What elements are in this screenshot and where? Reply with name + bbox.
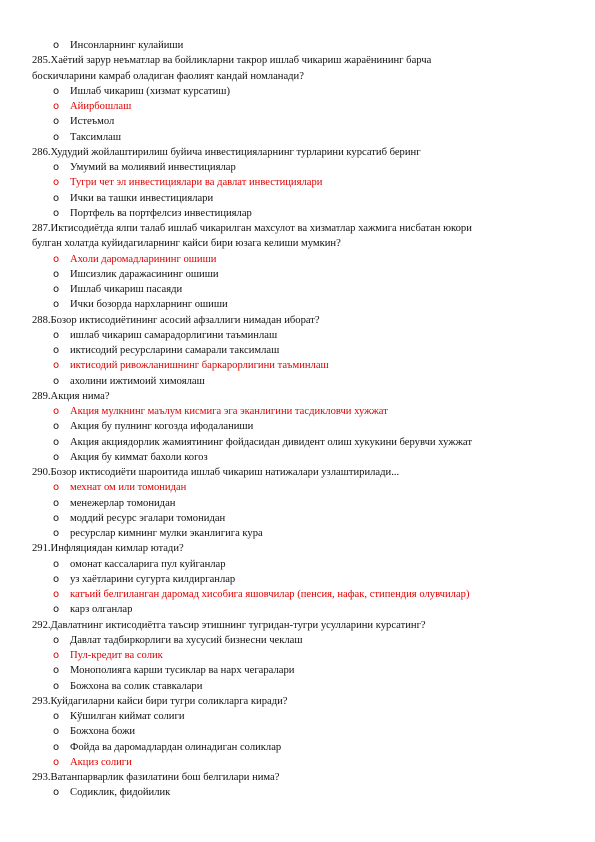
answer-option-text: Айирбошлаш bbox=[70, 101, 132, 112]
answer-option bbox=[53, 557, 553, 572]
answer-option-text: Ахоли даромадларининг ошиши bbox=[70, 253, 217, 265]
bullet-icon: o bbox=[53, 451, 60, 463]
question-text: Куйдагиларни кайси бири тугри соликларга киради? bbox=[50, 695, 288, 707]
answer-option-text: Портфель ва портфелсиз инвестициялар bbox=[70, 207, 252, 219]
answer-option bbox=[53, 724, 553, 739]
bullet-icon: o bbox=[53, 497, 60, 509]
bullet-icon: o bbox=[53, 726, 60, 738]
question-line bbox=[32, 53, 552, 68]
bullet-icon: o bbox=[53, 756, 60, 768]
answer-option-correct bbox=[53, 252, 553, 267]
question-text: Худудий жойлаштирилиш буйича инвестицияларнинг турларини курсатиб беринг bbox=[50, 146, 421, 158]
question-line bbox=[32, 694, 552, 709]
bullet-icon: o bbox=[53, 482, 60, 494]
answer-option-text: Акция мулкнинг маълум кисмига эга эканлигини тасдикловчи хужжат bbox=[70, 406, 388, 417]
answer-option bbox=[53, 602, 553, 617]
bullet-icon: o bbox=[53, 40, 60, 51]
bullet-icon: o bbox=[53, 512, 60, 524]
bullet-icon: o bbox=[53, 711, 60, 722]
answer-option-correct bbox=[53, 587, 553, 602]
answer-option bbox=[53, 526, 553, 541]
answer-option bbox=[53, 267, 553, 282]
answer-option bbox=[53, 84, 553, 99]
answer-option bbox=[53, 38, 553, 53]
answer-option bbox=[53, 419, 553, 434]
answer-option-text: Таксимлаш bbox=[70, 131, 122, 143]
answer-option-text: Монополияга карши тусиклар ва нарх чегаралари bbox=[70, 665, 295, 677]
answer-option bbox=[53, 785, 553, 800]
question-number: 288. bbox=[32, 314, 51, 326]
question-line bbox=[32, 465, 552, 480]
answer-option-text: ресурслар кимнинг мулки эканлигига кура bbox=[70, 528, 263, 539]
answer-option-text: Истеъмол bbox=[70, 116, 115, 128]
question-line bbox=[32, 145, 552, 160]
bullet-icon: o bbox=[53, 604, 60, 616]
question-number: 286. bbox=[32, 146, 51, 158]
bullet-icon: o bbox=[53, 268, 60, 280]
question-number: 291. bbox=[32, 543, 51, 555]
answer-option-correct bbox=[53, 99, 553, 114]
answer-option bbox=[53, 282, 553, 297]
bullet-icon: o bbox=[53, 284, 60, 295]
question-number: 292. bbox=[32, 619, 51, 631]
question-text: Ватанпарварлик фазилатини бош белгилари нима? bbox=[50, 772, 280, 783]
answer-option bbox=[53, 663, 553, 678]
answer-option-text: карз олганлар bbox=[70, 604, 133, 616]
answer-option-text: Акция бу пулнинг когозда ифодаланиши bbox=[70, 421, 254, 433]
bullet-icon: o bbox=[53, 131, 60, 143]
bullet-icon: o bbox=[53, 116, 60, 128]
answer-option-correct bbox=[53, 404, 553, 419]
question-number: 285. bbox=[32, 55, 51, 67]
answer-option-correct bbox=[53, 358, 553, 373]
question-text: Акция нима? bbox=[50, 390, 110, 402]
question-text: Иктисодиётда ялпи талаб ишлаб чикарилган махсулот ва хизматлар хажмига нисбатан юкори bbox=[50, 223, 472, 234]
bullet-icon: o bbox=[53, 299, 60, 311]
bullet-icon: o bbox=[53, 589, 60, 600]
answer-option-correct bbox=[53, 648, 553, 663]
answer-option bbox=[53, 435, 553, 450]
bullet-icon: o bbox=[53, 101, 60, 112]
answer-option bbox=[53, 191, 553, 206]
question-number: 290. bbox=[32, 467, 51, 478]
answer-option-text: Ишлаб чикариш (хизмат курсатиш) bbox=[70, 85, 230, 97]
answer-option bbox=[53, 450, 553, 465]
bullet-icon: o bbox=[53, 665, 60, 677]
answer-option bbox=[53, 679, 553, 694]
answer-option bbox=[53, 374, 553, 389]
bullet-icon: o bbox=[53, 558, 60, 570]
answer-option-text: Божхона ва солик ставкалари bbox=[70, 680, 203, 692]
answer-option-text: Пул-кредит ва солик bbox=[70, 650, 163, 661]
bullet-icon: o bbox=[53, 787, 60, 799]
answer-option bbox=[53, 572, 553, 587]
question-line bbox=[32, 313, 552, 328]
answer-option bbox=[53, 633, 553, 648]
answer-option bbox=[53, 496, 553, 511]
answer-option bbox=[53, 130, 553, 145]
answer-option-text: ишлаб чикариш самарадорлигини таъминлаш bbox=[70, 329, 278, 341]
bullet-icon: o bbox=[53, 436, 60, 448]
question-line bbox=[32, 618, 552, 633]
answer-option bbox=[53, 328, 553, 343]
question-line bbox=[32, 770, 552, 785]
answer-option-text: Тугри чет эл инвестициялари ва давлат инвестициялари bbox=[70, 177, 323, 189]
answer-option-text: Акция акциядорлик жамиятининг фойдасидан дивидент олиш хукукини берувчи хужжат bbox=[70, 436, 472, 448]
bullet-icon: o bbox=[53, 650, 60, 661]
question-line bbox=[32, 221, 552, 236]
answer-option-text: иктисодий ривожланишнинг баркарорлигини таъминлаш bbox=[70, 360, 329, 372]
answer-option-text: Давлат тадбиркорлиги ва хусусий бизнесни чеклаш bbox=[70, 634, 303, 646]
answer-option-correct bbox=[53, 480, 553, 495]
answer-option-text: Инсонларнинг кулайиши bbox=[70, 40, 184, 51]
answer-option-text: Ички бозорда нархларнинг ошиши bbox=[70, 299, 228, 311]
bullet-icon: o bbox=[53, 192, 60, 204]
answer-option-correct bbox=[53, 175, 553, 190]
answer-option-text: уз хаётларини сугурта килдирганлар bbox=[70, 573, 236, 585]
question-line bbox=[32, 541, 552, 556]
bullet-icon: o bbox=[53, 360, 60, 372]
answer-option-text: Ишсизлик даражасининг ошиши bbox=[70, 268, 219, 280]
question-number: 293. bbox=[32, 772, 51, 783]
bullet-icon: o bbox=[53, 375, 60, 387]
bullet-icon: o bbox=[53, 207, 60, 219]
bullet-icon: o bbox=[53, 162, 60, 173]
bullet-icon: o bbox=[53, 345, 60, 356]
answer-option bbox=[53, 297, 553, 312]
bullet-icon: o bbox=[53, 528, 60, 539]
answer-option bbox=[53, 709, 553, 724]
answer-option-text: иктисодий ресурсларини самарали таксимлаш bbox=[70, 345, 280, 356]
answer-option bbox=[53, 206, 553, 221]
question-line-continued bbox=[32, 236, 552, 251]
question-number: 293. bbox=[32, 695, 51, 707]
question-text: Давлатнинг иктисодиётга таъсир этишнинг тугридан-тугри усулларини курсатинг? bbox=[50, 619, 426, 631]
bullet-icon: o bbox=[53, 421, 60, 433]
bullet-icon: o bbox=[53, 741, 60, 753]
question-text: булган холатда куйидагиларнинг кайси бири юзага келиши мумкин? bbox=[32, 238, 341, 250]
answer-option-text: Умумий ва молиявий инвестициялар bbox=[70, 162, 236, 173]
bullet-icon: o bbox=[53, 253, 60, 265]
question-text: боскичларини камраб оладиган фаолият кандай номланади? bbox=[32, 70, 304, 82]
answer-option-text: Ички ва ташки инвестициялари bbox=[70, 192, 214, 204]
question-number: 287. bbox=[32, 223, 51, 234]
answer-option bbox=[53, 343, 553, 358]
question-text: Инфляциядан кимлар ютади? bbox=[50, 543, 184, 555]
question-text: Хаётий зарур неъматлар ва бойликларни такрор ишлаб чикариш жараёнининг барча bbox=[50, 55, 432, 67]
bullet-icon: o bbox=[53, 329, 60, 341]
question-line-continued bbox=[32, 69, 552, 84]
answer-option bbox=[53, 740, 553, 755]
bullet-icon: o bbox=[53, 573, 60, 585]
answer-option-text: Ишлаб чикариш пасаяди bbox=[70, 284, 183, 295]
bullet-icon: o bbox=[53, 634, 60, 646]
answer-option-correct bbox=[53, 755, 553, 770]
answer-option bbox=[53, 160, 553, 175]
answer-option-text: Содиклик, фидойилик bbox=[70, 787, 171, 799]
answer-option-text: мехнат ом или томонидан bbox=[70, 482, 187, 494]
bullet-icon: o bbox=[53, 177, 60, 189]
answer-option-text: менежерлар томонидан bbox=[70, 497, 176, 509]
answer-option-text: ахолини ижтимоий химоялаш bbox=[70, 375, 205, 387]
answer-option-text: Кўшилган киймат солиги bbox=[70, 711, 185, 722]
bullet-icon: o bbox=[53, 680, 60, 692]
answer-option-text: Акциз солиги bbox=[70, 756, 132, 768]
question-text: Бозор иктисодиётининг асосий афзаллиги нимадан иборат? bbox=[50, 314, 320, 326]
answer-option bbox=[53, 511, 553, 526]
answer-option-text: омонат кассаларига пул куйганлар bbox=[70, 558, 226, 570]
answer-option-text: Божхона божи bbox=[70, 726, 136, 738]
question-number: 289. bbox=[32, 390, 51, 402]
question-line bbox=[32, 389, 552, 404]
bullet-icon: o bbox=[53, 85, 60, 97]
question-text: Бозор иктисодиёти шароитида ишлаб чикариш натижалари узлаштирилади... bbox=[50, 467, 400, 478]
answer-option-text: катъий белгиланган даромад хисобига яшовчилар (пенсия, нафак, стипендия олувчилар) bbox=[70, 589, 470, 600]
answer-option-text: Фойда ва даромадлардан олинадиган соликлар bbox=[70, 741, 282, 753]
bullet-icon: o bbox=[53, 406, 60, 417]
answer-option-text: моддий ресурс эгалари томонидан bbox=[70, 512, 226, 524]
answer-option-text: Акция бу киммат бахоли когоз bbox=[70, 451, 208, 463]
answer-option bbox=[53, 114, 553, 129]
